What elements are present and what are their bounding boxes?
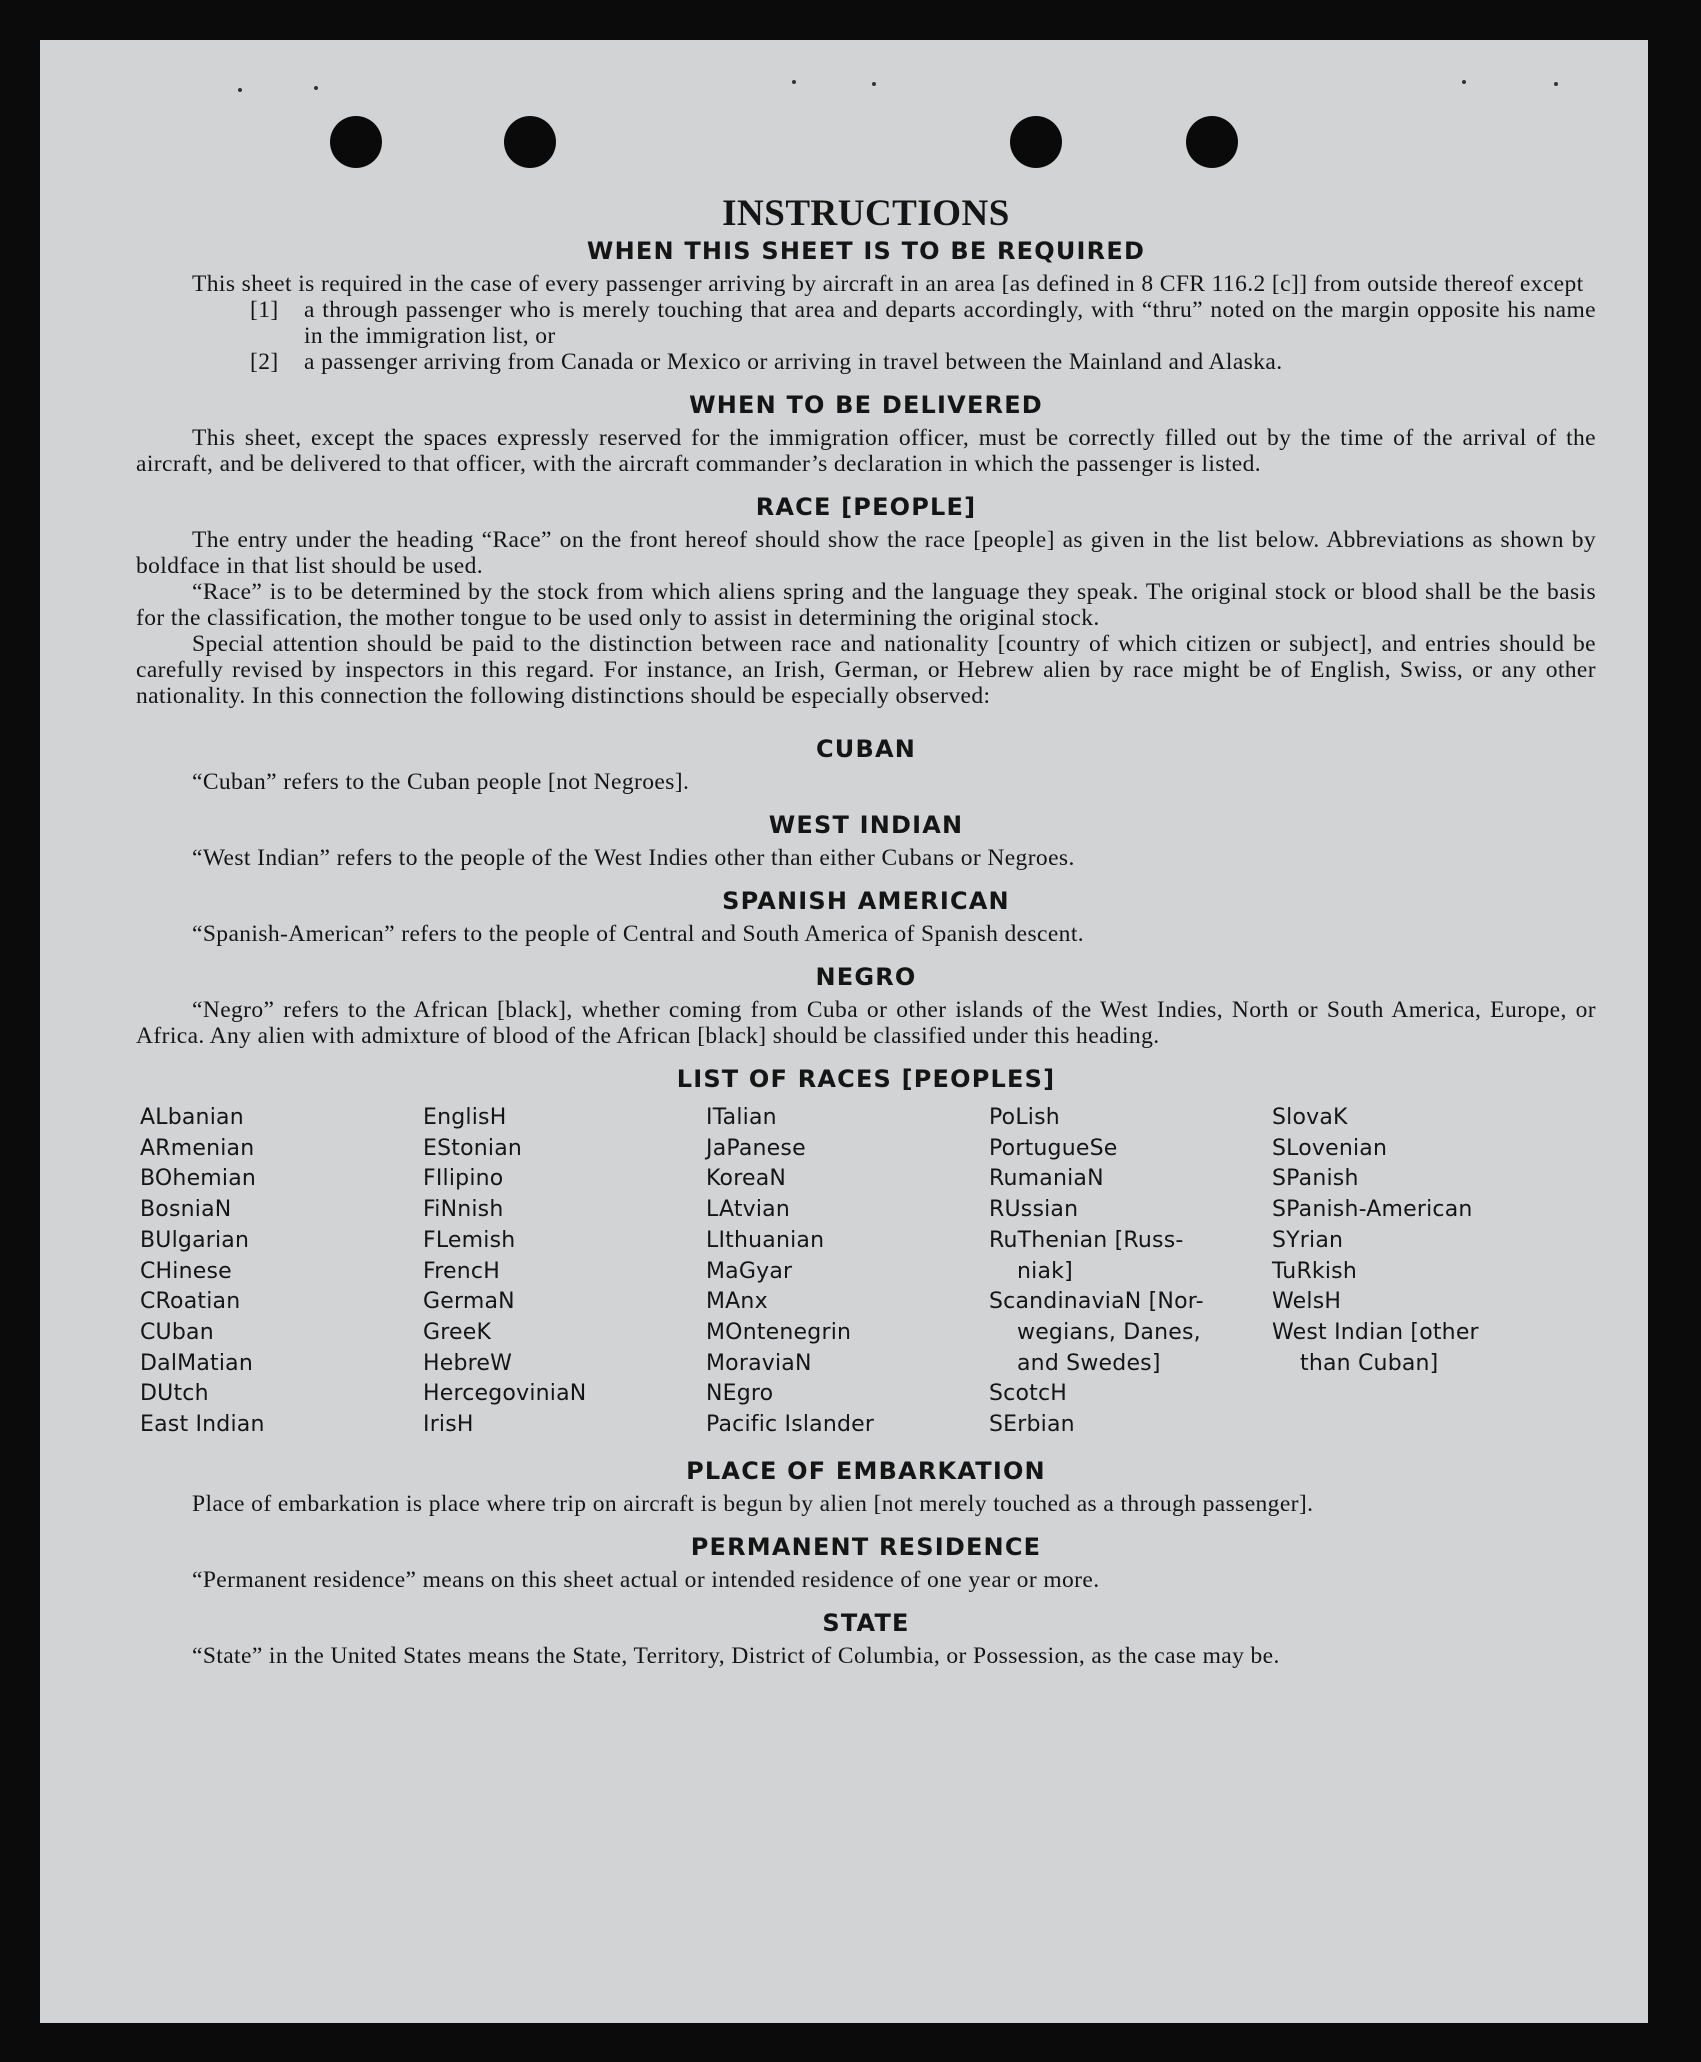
cuban-text: “Cuban” refers to the Cuban people [not Negroes].	[192, 769, 690, 795]
race-entry: ITalian	[706, 1105, 777, 1130]
document-sheet	[40, 40, 1648, 2023]
speck	[792, 80, 796, 84]
heading-spanish-american: SPANISH AMERICAN	[722, 887, 1010, 915]
race-entry: LAtvian	[706, 1197, 791, 1223]
spanish-american-text: “Spanish-American” refers to the people of Central and South America of Spanish descent.	[192, 921, 1085, 947]
race-entry: Pacific Islander	[706, 1412, 875, 1438]
race-entry: SYrian	[1272, 1227, 1344, 1253]
race-entry: WelsH	[1272, 1289, 1342, 1315]
speck	[238, 88, 242, 92]
race-entry: DUtch	[140, 1381, 209, 1407]
exception-number: [2]	[250, 349, 279, 375]
race-entry: EnglisH	[423, 1105, 507, 1130]
race-entry: EStonian	[423, 1135, 523, 1161]
race-entry: MOntenegrin	[706, 1319, 852, 1345]
races-column	[1272, 1103, 1555, 1441]
race-entry: PoLish	[989, 1105, 1060, 1130]
race-entry: FLemish	[423, 1227, 516, 1253]
race-entry: RUssian	[989, 1197, 1079, 1223]
embarkation-text: Place of embarkation is place where trip on aircraft is begun by alien [not merely touched as a through passenger].	[192, 1490, 1314, 1517]
exception-text: a passenger arriving from Canada or Mexico or arriving in travel between the Mainland and Alaska.	[304, 349, 1283, 375]
heading-west-indian: WEST INDIAN	[768, 811, 964, 839]
heading-list-of-races: LIST OF RACES [PEOPLES]	[676, 1065, 1056, 1093]
speck	[314, 86, 318, 90]
exception-item	[250, 349, 1596, 375]
negro-text: “Negro” refers to the African [black], whether coming from Cuba or other islands of the West Indies, North or South America, Europe, or Africa. Any alien with admixture of blood of the African [black] should be classified under this heading.	[136, 997, 1596, 1049]
race-entry: BosniaN	[140, 1197, 232, 1223]
race-entry: MaGyar	[706, 1258, 793, 1284]
required-intro: This sheet is required in the case of every passenger arriving by aircraft in an area [as defined in 8 CFR 116.2 [c]] from outside thereof except	[192, 271, 1584, 297]
speck	[1462, 80, 1466, 84]
races-column	[140, 1103, 423, 1441]
race-entry: TuRkish	[1272, 1258, 1357, 1284]
race-entry: HercegoviniaN	[423, 1381, 587, 1407]
race-entry: IrisH	[423, 1412, 474, 1438]
delivered-text: This sheet, except the spaces expressly reserved for the immigration officer, must be correctly filled out by the time of the arrival of the aircraft, and be delivered to that officer, with the aircraft commander’s declaration in which the passenger is listed.	[136, 425, 1596, 477]
race-entry: PortugueSe	[989, 1135, 1118, 1161]
races-list	[140, 1103, 1596, 1441]
race-entry: CRoatian	[140, 1289, 241, 1315]
races-column	[423, 1103, 706, 1441]
race-entry: GermaN	[423, 1289, 515, 1315]
exception-text: a through passenger who is merely touching that area and departs accordingly, with “thru” noted on the margin opposite his name in the immigration list, or	[304, 297, 1596, 349]
exception-item	[250, 297, 1596, 349]
race-entry: MoraviaN	[706, 1350, 812, 1376]
residence-text: “Permanent residence” means on this sheet actual or intended residence of one year or more.	[192, 1566, 1100, 1593]
heading-place-of-embarkation: PLACE OF EMBARKATION	[686, 1456, 1046, 1485]
races-column	[989, 1103, 1272, 1441]
race-paragraph-1: The entry under the heading “Race” on the front hereof should show the race [people] as given in the list below. Abbreviations as shown by boldface in that list should be used.	[136, 527, 1596, 579]
race-entry: ScotcH	[989, 1381, 1067, 1407]
page-title: INSTRUCTIONS	[722, 193, 1010, 234]
race-entry: GreeK	[423, 1319, 492, 1345]
race-entry: JaPanese	[706, 1135, 806, 1161]
race-entry: BUlgarian	[140, 1227, 250, 1253]
race-entry: FIlipino	[423, 1166, 504, 1192]
race-entry: SErbian	[989, 1412, 1075, 1438]
heading-when-delivered: WHEN TO BE DELIVERED	[689, 391, 1043, 419]
race-entry: LIthuanian	[706, 1227, 825, 1253]
instructions-content	[136, 148, 1596, 1669]
race-entry-continued: and Swedes]	[1017, 1350, 1161, 1376]
race-paragraph-2: “Race” is to be determined by the stock from which aliens spring and the language they speak. The original stock or blood shall be the basis for the classification, the mother tongue to be used only to assist in determining the original stock.	[136, 579, 1596, 631]
race-entry: SPanish-American	[1272, 1197, 1473, 1223]
race-entry: CUban	[140, 1319, 214, 1345]
race-entry: ScandinaviaN [Nor-	[989, 1289, 1204, 1315]
race-entry-continued: niak]	[1017, 1258, 1073, 1284]
race-paragraph-3: Special attention should be paid to the distinction between race and nationality [country of which citizen or subject], and entries should be carefully revised by inspectors in this regard. For instance, an Irish, German, or Hebrew alien by race might be of English, Swiss, or any other nationality. In this connection the following distinctions should be especially observed:	[136, 631, 1596, 709]
race-entry: East Indian	[140, 1412, 265, 1438]
race-entry: CHinese	[140, 1258, 232, 1284]
race-entry: BOhemian	[140, 1166, 257, 1192]
race-entry: DalMatian	[140, 1350, 253, 1376]
heading-race: RACE [PEOPLE]	[755, 493, 977, 521]
race-entry: RumaniaN	[989, 1166, 1104, 1192]
race-entry: West Indian [other	[1272, 1319, 1479, 1345]
west-indian-text: “West Indian” refers to the people of the West Indies other than either Cubans or Negroes.	[192, 845, 1075, 871]
race-entry: HebreW	[423, 1350, 513, 1376]
race-entry: FrencH	[423, 1258, 500, 1284]
race-entry: KoreaN	[706, 1166, 787, 1192]
race-entry: SPanish	[1272, 1166, 1359, 1192]
race-entry: ARmenian	[140, 1135, 255, 1161]
heading-negro: NEGRO	[815, 963, 917, 991]
race-entry: SlovaK	[1272, 1105, 1348, 1130]
state-text: “State” in the United States means the State, Territory, District of Columbia, or Possession, as the case may be.	[192, 1642, 1280, 1669]
speck	[872, 82, 876, 86]
speck	[1554, 82, 1558, 86]
exception-number: [1]	[250, 297, 279, 323]
race-entry: SLovenian	[1272, 1135, 1388, 1161]
race-entry-continued: than Cuban]	[1300, 1350, 1439, 1376]
race-entry-continued: wegians, Danes,	[1017, 1319, 1201, 1345]
race-entry: MAnx	[706, 1289, 768, 1315]
heading-when-required: WHEN THIS SHEET IS TO BE REQUIRED	[586, 237, 1146, 265]
heading-cuban: CUBAN	[815, 735, 917, 763]
heading-permanent-residence: PERMANENT RESIDENCE	[690, 1532, 1042, 1561]
race-entry: NEgro	[706, 1381, 774, 1407]
race-entry: FiNnish	[423, 1197, 504, 1223]
races-column	[706, 1103, 989, 1441]
race-entry: RuThenian [Russ-	[989, 1227, 1184, 1253]
heading-state: STATE	[822, 1608, 910, 1637]
race-entry: ALbanian	[140, 1105, 244, 1130]
